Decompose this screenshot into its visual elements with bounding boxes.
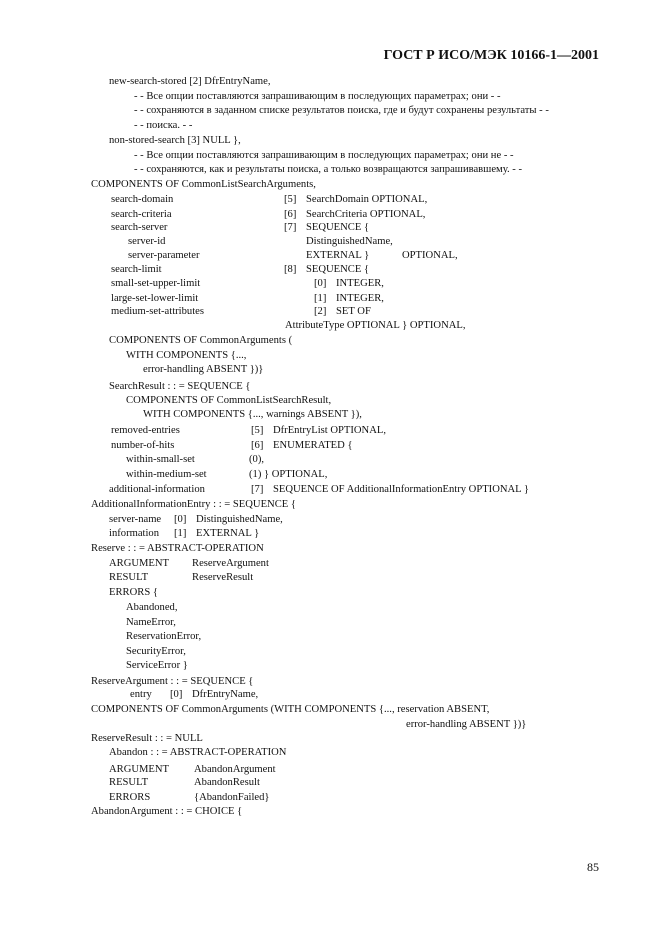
code-line-segment: additional-information xyxy=(109,484,205,495)
code-line-segment: small-set-upper-limit xyxy=(111,278,201,289)
code-line-segment: Abandoned, xyxy=(126,602,178,613)
code-line-segment: [7] xyxy=(284,222,297,233)
code-line-segment: non-stored-search [3] NULL }, xyxy=(109,135,241,146)
code-line-segment: ARGUMENT xyxy=(109,558,170,569)
code-line-segment: EXTERNAL } xyxy=(306,250,370,261)
code-line-segment: SecurityError, xyxy=(126,646,186,657)
code-line-segment: [7] xyxy=(251,484,264,495)
code-line-segment: SEQUENCE { xyxy=(306,264,370,275)
code-line-segment: error-handling ABSENT })} xyxy=(143,364,264,375)
code-line-segment: AbandonResult xyxy=(194,777,260,788)
code-line-segment: AbandonArgument xyxy=(194,764,276,775)
code-line-segment: AbandonArgument : : = CHOICE { xyxy=(91,806,243,817)
code-line-segment: server-parameter xyxy=(128,250,200,261)
code-line-segment: COMPONENTS OF CommonArguments ( xyxy=(109,335,293,346)
code-line-segment: error-handling ABSENT })} xyxy=(406,719,527,730)
code-line-segment: [5] xyxy=(251,425,264,436)
code-line-segment: ERRORS xyxy=(109,792,151,803)
page-number: 85 xyxy=(587,860,599,874)
code-line-segment: [0] xyxy=(170,689,183,700)
code-line-segment: removed-entries xyxy=(111,425,180,436)
code-line-segment: [1] xyxy=(174,528,187,539)
code-line-segment: ReserveResult : : = NULL xyxy=(91,733,203,744)
code-line-segment: new-search-stored [2] DfrEntryName, xyxy=(109,76,271,87)
code-line-segment: ReserveArgument xyxy=(192,558,269,569)
code-line-segment: - - сохраняются в заданном списке результатов поиска, где и будут сохранены результаты - - xyxy=(134,105,549,116)
code-line-segment: [0] xyxy=(314,278,327,289)
code-line-segment: Reserve : : = ABSTRACT-OPERATION xyxy=(91,543,264,554)
code-line-segment: ServiceError } xyxy=(126,660,188,671)
code-line-segment: NameError, xyxy=(126,617,176,628)
code-line-segment: SearchCriteria OPTIONAL, xyxy=(306,209,426,220)
code-line-segment: SearchDomain OPTIONAL, xyxy=(306,194,428,205)
code-line-segment: OPTIONAL, xyxy=(402,250,458,261)
page-header: ГОСТ Р ИСО/МЭК 10166-1—2001 xyxy=(383,48,599,63)
code-line-segment: server-name xyxy=(109,514,162,525)
code-line-segment: ARGUMENT xyxy=(109,764,170,775)
code-line-segment: [6] xyxy=(284,209,297,220)
code-line-segment: RESULT xyxy=(109,777,149,788)
code-line-segment: [5] xyxy=(284,194,297,205)
code-line-segment: DfrEntryName, xyxy=(192,689,259,700)
code-line-segment: (0), xyxy=(249,454,265,465)
code-line-segment: ReserveResult xyxy=(192,572,254,583)
code-line-segment: - - поиска. - - xyxy=(134,120,193,131)
code-line-segment: entry xyxy=(130,689,152,700)
code-line-segment: ReservationError, xyxy=(126,631,202,642)
code-line-segment: within-medium-set xyxy=(126,469,207,480)
code-line-segment: - - сохраняются, как и результаты поиска, а только возвращаются запрашивавшему. - - xyxy=(134,164,522,175)
code-line-segment: (1) } OPTIONAL, xyxy=(249,469,328,480)
code-line-segment: WITH COMPONENTS {..., warnings ABSENT }), xyxy=(143,409,362,420)
code-line-segment: server-id xyxy=(128,236,166,247)
code-line-segment: DistinguishedName, xyxy=(306,236,393,247)
code-line-segment: search-server xyxy=(111,222,168,233)
code-line-segment: medium-set-attributes xyxy=(111,306,204,317)
code-line-segment: RESULT xyxy=(109,572,149,583)
code-line-segment: [2] xyxy=(314,306,327,317)
code-line-segment: ReserveArgument : : = SEQUENCE { xyxy=(91,676,254,687)
code-line-segment: DistinguishedName, xyxy=(196,514,283,525)
code-line-segment: AdditionalInformationEntry : : = SEQUENCE { xyxy=(91,499,296,510)
code-line-segment: - - Все опции поставляются запрашивающим в последующих параметрах; они не - - xyxy=(134,150,514,161)
code-line-segment: DfrEntryList OPTIONAL, xyxy=(273,425,386,436)
code-line-segment: [8] xyxy=(284,264,297,275)
code-line-segment: SET OF xyxy=(336,306,371,317)
code-line-segment: [0] xyxy=(174,514,187,525)
code-line-segment: SEQUENCE OF AdditionalInformationEntry OPTIONAL } xyxy=(273,484,529,495)
code-line-segment: SEQUENCE { xyxy=(306,222,370,233)
code-line-segment: WITH COMPONENTS {..., xyxy=(126,350,247,361)
code-line-segment: EXTERNAL } xyxy=(196,528,260,539)
code-line-segment: [6] xyxy=(251,440,264,451)
code-line-segment: {AbandonFailed} xyxy=(194,792,270,803)
code-line-segment: ENUMERATED { xyxy=(273,440,353,451)
code-line-segment: [1] xyxy=(314,293,327,304)
code-line-segment: INTEGER, xyxy=(336,278,384,289)
code-line-segment: search-limit xyxy=(111,264,162,275)
code-line-segment: information xyxy=(109,528,160,539)
code-line-segment: search-domain xyxy=(111,194,174,205)
code-line-segment: COMPONENTS OF CommonListSearchArguments, xyxy=(91,179,316,190)
code-line-segment: SearchResult : : = SEQUENCE { xyxy=(109,381,251,392)
code-line-segment: number-of-hits xyxy=(111,440,175,451)
code-line-segment: INTEGER, xyxy=(336,293,384,304)
code-line-segment: Abandon : : = ABSTRACT-OPERATION xyxy=(109,747,287,758)
code-line-segment: COMPONENTS OF CommonListSearchResult, xyxy=(126,395,332,406)
code-line-segment: AttributeType OPTIONAL } OPTIONAL, xyxy=(285,320,466,331)
code-line-segment: ERRORS { xyxy=(109,587,158,598)
code-line-segment: within-small-set xyxy=(126,454,195,465)
code-line-segment: search-criteria xyxy=(111,209,172,220)
code-line-segment: large-set-lower-limit xyxy=(111,293,199,304)
code-line-segment: COMPONENTS OF CommonArguments (WITH COMPONENTS {..., reservation ABSENT, xyxy=(91,704,490,715)
code-line-segment: - - Все опции поставляются запрашивающим в последующих параметрах; они - - xyxy=(134,91,501,102)
